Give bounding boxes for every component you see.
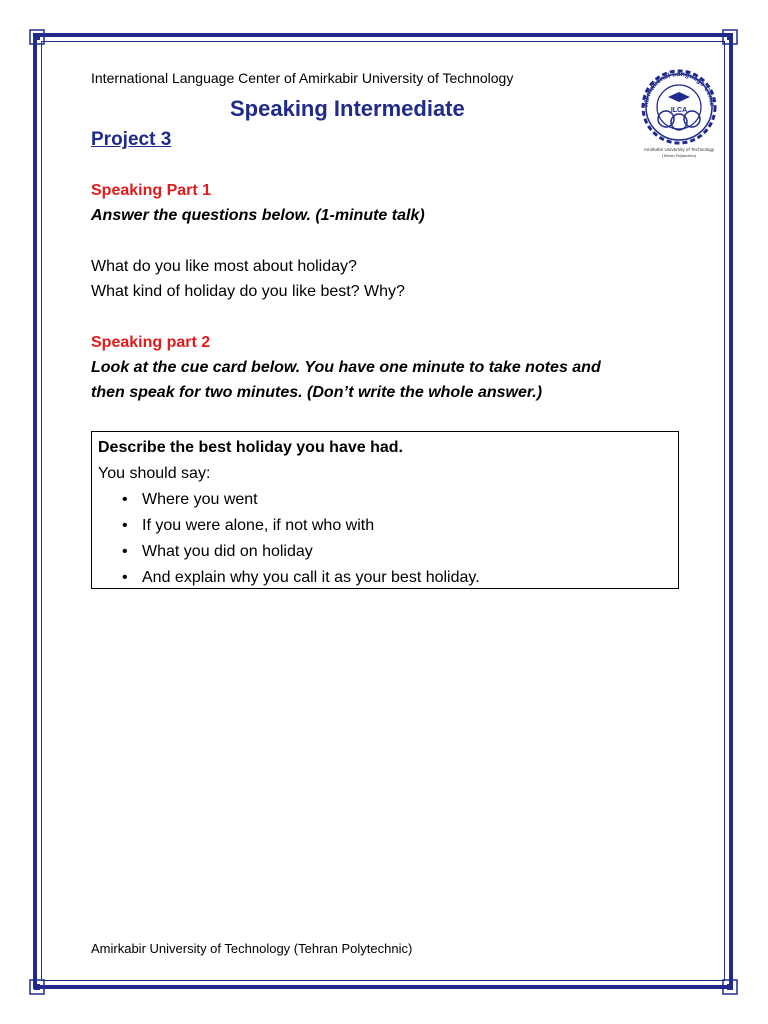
logo-caption: Amirkabir University of Technology (643, 147, 715, 152)
part1-heading: Speaking Part 1 (91, 182, 212, 199)
institution-name: International Language Center of Amirkabir University of Technology (91, 70, 514, 86)
footer-text: Amirkabir University of Technology (Tehran Polytechnic) (91, 941, 413, 956)
project-heading: Project 3 (91, 129, 172, 150)
part1-question-2: What kind of holiday do you like best? Why? (91, 283, 405, 300)
part2-instruction-line2: then speak for two minutes. (Don’t write the whole answer.) (91, 384, 543, 401)
cue-card-title: Describe the best holiday you have had. (98, 439, 403, 456)
corner-ornament (29, 979, 45, 995)
logo-ring-text: nternational Language Cente (642, 70, 716, 108)
list-item: • If you were alone, if not who with (142, 513, 672, 539)
logo-caption-sub: (Tehran Polytechnic) (661, 154, 697, 158)
part2-instruction-line1: Look at the cue card below. You have one minute to take notes and (91, 359, 601, 376)
logo-acronym: ILCA (670, 107, 688, 114)
part1-instruction: Answer the questions below. (1-minute talk) (91, 207, 425, 224)
bullet-icon: • (122, 491, 128, 508)
bullet-icon: • (122, 517, 128, 534)
list-item: • What you did on holiday (142, 539, 672, 565)
cue-card-subtitle: You should say: (98, 465, 211, 482)
ilca-logo (638, 62, 720, 164)
cue-card-list (98, 487, 672, 591)
list-item: • Where you went (142, 487, 672, 513)
cue-card (91, 431, 679, 589)
list-item: • And explain why you call it as your best holiday. (142, 565, 672, 591)
part1-question-1: What do you like most about holiday? (91, 258, 357, 275)
bullet-icon: • (122, 569, 128, 586)
corner-ornament (722, 979, 738, 995)
corner-ornament (29, 29, 45, 45)
corner-ornament (722, 29, 738, 45)
part2-heading: Speaking part 2 (91, 334, 211, 351)
bullet-icon: • (122, 543, 128, 560)
page-title: Speaking Intermediate (230, 96, 465, 121)
